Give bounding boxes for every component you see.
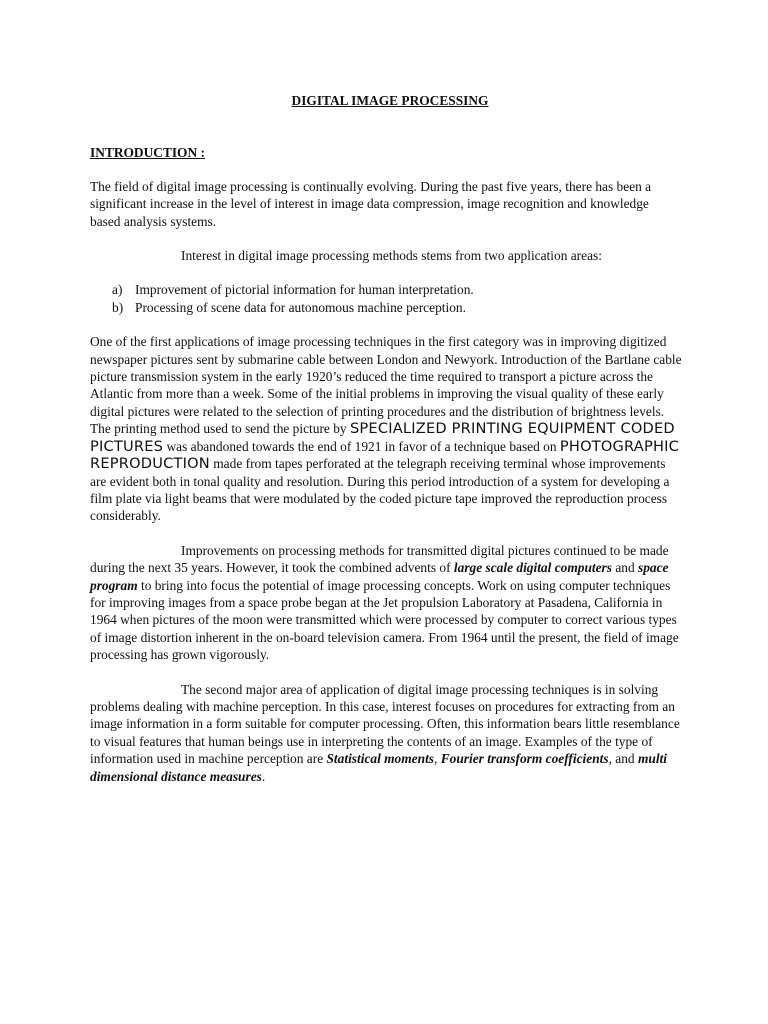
- list-item: [90, 299, 682, 316]
- document-title: DIGITAL IMAGE PROCESSING: [291, 93, 489, 108]
- paragraph-improvements: [90, 542, 682, 664]
- paragraph-text: made from tapes perforated at the telegraph receiving terminal whose improvements are evident both in tonal quality and resolution. During this period introduction of a system for developing a film plate via light beams that were modulated by the coded picture tape improved the reproduction process considerably.: [90, 456, 670, 524]
- paragraph-text: was abandoned towards the end of 1921 in favor of a technique based on: [163, 438, 560, 454]
- paragraph-text: Improvements on processing methods for transmitted digital pictures continued to be made during the next 35 years. However, it took the combined advents of: [90, 542, 669, 576]
- emphasis-text: Statistical moments: [326, 751, 434, 767]
- paragraph-text: , and: [608, 751, 638, 767]
- emphasis-text: PHOTOGRAPHIC REPRODUCTION: [90, 437, 680, 473]
- section-heading: INTRODUCTION :: [90, 145, 205, 161]
- emphasis-text: SPECIALIZED PRINTING EQUIPMENT CODED PICTURES: [90, 420, 675, 455]
- paragraph-machine-perception: [90, 681, 682, 785]
- emphasis-text: Fourier transform coefficients: [440, 751, 609, 767]
- list-marker: b): [112, 299, 124, 315]
- paragraph-text: .: [261, 768, 266, 784]
- paragraph-text: and: [611, 560, 639, 576]
- list-item-text: Processing of scene data for autonomous machine perception.: [135, 299, 466, 315]
- emphasis-text: large scale digital computers: [453, 560, 612, 576]
- paragraph-text: One of the first applications of image processing techniques in the first category was in improving digitized newspaper pictures sent by submarine cable between London and Newyork. Introduction of the Bartlane cable picture transmission system in the early 1920’s reduced the time required to transport a picture across the Atlantic from more than a week. Some of the initial problems in improving the visual quality of these early digital pictures were related to the selection of printing procedures and the distribution of brightness levels. The printing method used to send the picture by: [90, 334, 682, 437]
- emphasis-text: space program: [90, 560, 669, 593]
- paragraph-text: ,: [434, 751, 441, 767]
- emphasis-text: multi dimensional distance measures: [90, 751, 668, 784]
- paragraph-text: to bring into focus the potential of image processing concepts. Work on using computer techniques for improving images from a space probe began at the Jet propulsion Laboratory at Pasadena, California in 1964 when pictures of the moon were transmitted which were processed by computer to correct various types of image distortion inherent in the on-board television camera. From 1964 until the present, the field of image processing has grown vigorously.: [90, 577, 679, 663]
- list-item: [90, 281, 682, 298]
- paragraph-intro: The field of digital image processing is continually evolving. During the past five years, there has been a significant increase in the level of interest in image data compression, image recognition and knowledge based analysis systems.: [90, 178, 652, 229]
- list-marker: a): [112, 282, 123, 298]
- paragraph-history: [90, 333, 682, 524]
- paragraph-application-areas: Interest in digital image processing methods stems from two application areas:: [181, 248, 602, 264]
- paragraph-text: The second major area of application of digital image processing techniques is in solving problems dealing with machine perception. In this case, interest focuses on procedures for extracting from an image information in a form suitable for computer processing. Often, this information bears little resemblance to visual features that human beings use in interpreting the contents of an image. Examples of the type of information used in machine perception are: [90, 681, 680, 767]
- application-areas-list: [90, 281, 682, 316]
- list-item-text: Improvement of pictorial information for human interpretation.: [135, 282, 474, 298]
